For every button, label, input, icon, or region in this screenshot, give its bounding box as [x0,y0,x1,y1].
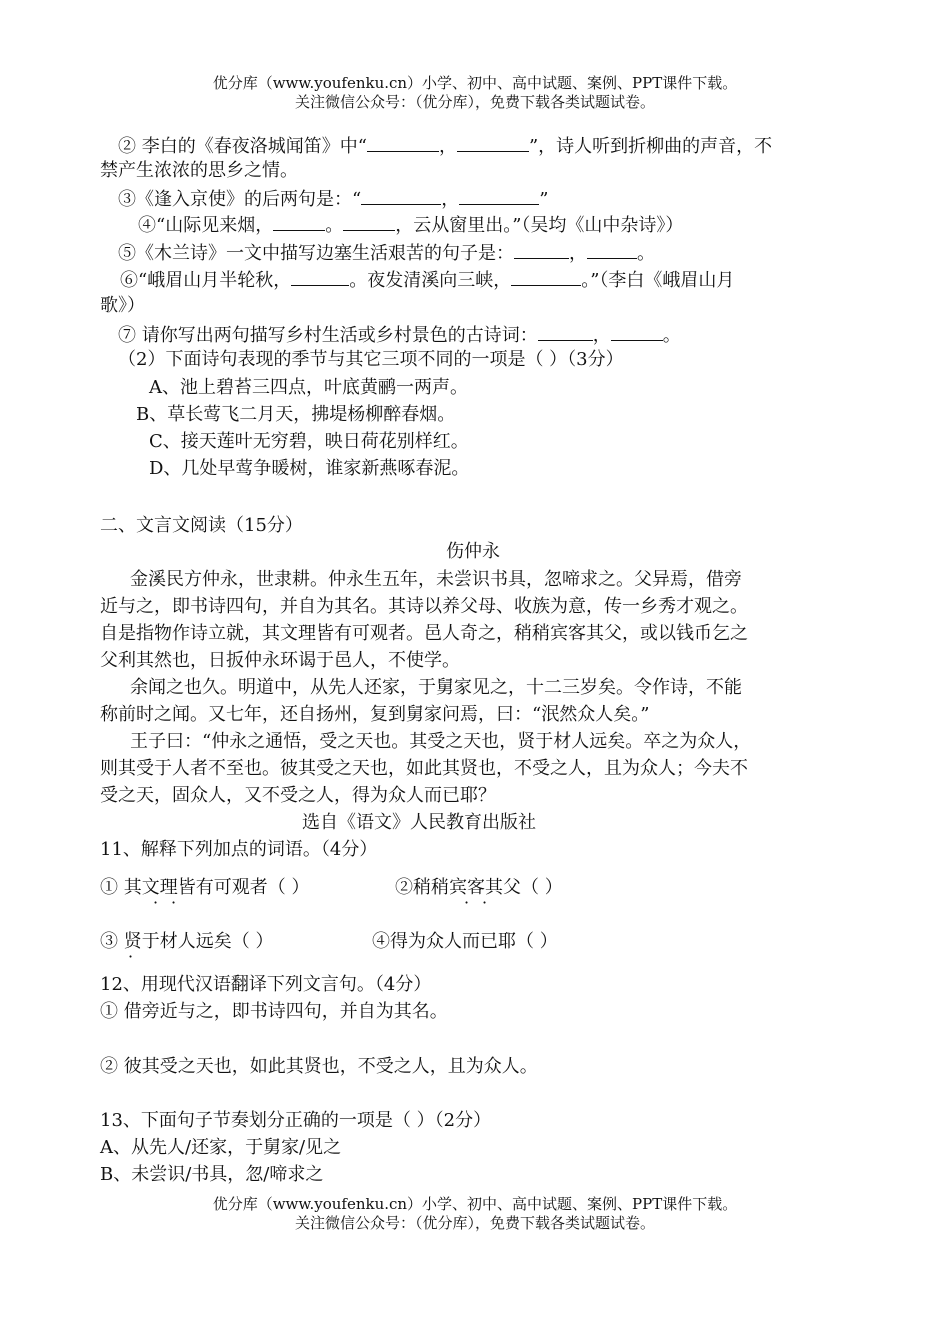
passage-line: 王子曰：“仲永之通悟，受之天也。其受之天也，贤于材人远矣。卒之为众人， [130,731,752,752]
q13-option-a: A、从先人/还家，于舅家/见之 [100,1137,342,1158]
answer-blank[interactable] [511,267,581,286]
poetry-q6-line2: 歌》） [100,295,145,316]
passage-line: 称前时之闻。又七年，还自扬州，复到舅家问焉，曰：“泯然众人矣。” [100,704,650,725]
poetry-q2-line1: ② 李白的《春夜洛城闻笛》中“ ， ”，诗人听到折柳曲的声音，不 [118,133,772,159]
passage-title: 伤仲永 [446,541,500,562]
poetry-q5: ⑤《木兰诗》一文中描写边塞生活艰苦的句子是： ， 。 [118,240,655,266]
section-title: 二、文言文阅读（15分） [100,515,303,536]
q11-item-4: ④得为众人而已耶（ ） [372,931,558,952]
q13-option-b: B、未尝识/书具，忽/啼求之 [100,1164,324,1185]
answer-blank[interactable] [361,186,441,205]
emphasis-dot: · [153,893,159,912]
answer-blank[interactable] [273,212,325,231]
q11-item-3: ③ 贤于材人远矣（ ） [100,931,274,952]
emphasis-dot: · [482,893,488,912]
passage-line: 父利其然也，日扳仲永环谒于邑人，不使学。 [100,650,460,671]
q11-item-2: ②稍稍宾客其父（ ） [395,877,563,898]
season-question: （2）下面诗句表现的季节与其它三项不同的一项是（ ）（3分） [118,349,624,370]
answer-blank[interactable] [459,186,539,205]
answer-blank[interactable] [587,240,637,259]
q12-item-1: ① 借旁近与之，即书诗四句，并自为其名。 [100,1001,448,1022]
answer-blank[interactable] [514,240,569,259]
answer-blank[interactable] [343,212,395,231]
emphasis-dot: · [128,947,134,966]
header-line-1: 优分库（www.youfenku.cn）小学、初中、高中试题、案例、PPT课件下载。 [212,74,738,92]
footer-line-1: 优分库（www.youfenku.cn）小学、初中、高中试题、案例、PPT课件下载。 [212,1195,738,1213]
emphasis-dot: · [171,893,177,912]
passage-line: 受之天，固众人，又不受之人，得为众人而已耶？ [100,785,496,806]
season-option-c: C、接天莲叶无穷碧，映日荷花别样红。 [149,431,469,452]
season-option-b: B、草长莺飞二月天，拂堤杨柳醉春烟。 [136,404,456,425]
passage-line: 则其受于人者不至也。彼其受之天也，如此其贤也，不受之人，且为众人；今夫不 [100,758,748,779]
header-line-2: 关注微信公众号：（优分库），免费下载各类试题试卷。 [294,93,655,111]
q11-item-1: ① 其文理皆有可观者（ ） [100,877,310,898]
poetry-q3: ③《逢入京使》的后两句是：“ ， ” [118,186,548,212]
poetry-q7: ⑦ 请你写出两句描写乡村生活或乡村景色的古诗词： ， 。 [118,322,681,348]
passage-line: 近与之，即书诗四句，并自为其名。其诗以养父母、收族为意，传一乡秀才观之。 [100,596,748,617]
q12-title: 12、用现代汉语翻译下列文言句。（4分） [100,974,432,995]
answer-blank[interactable] [367,133,439,152]
answer-blank[interactable] [291,267,349,286]
answer-blank[interactable] [457,133,529,152]
poetry-q6-line1: ⑥“峨眉山月半轮秋， 。夜发清溪向三峡， 。”（李白《峨眉山月 [120,267,734,293]
q12-item-2: ② 彼其受之天也，如此其贤也，不受之人，且为众人。 [100,1056,538,1077]
footer-line-2: 关注微信公众号：（优分库），免费下载各类试题试卷。 [294,1214,655,1232]
passage-line: 余闻之也久。明道中，从先人还家，于舅家见之，十二三岁矣。令作诗，不能 [130,677,742,698]
emphasis-dot: · [464,893,470,912]
season-option-d: D、几处早莺争暖树，谁家新燕啄春泥。 [149,458,470,479]
passage-line: 金溪民方仲永，世隶耕。仲永生五年，未尝识书具，忽啼求之。父异焉，借旁 [130,569,742,590]
poetry-q2-line2: 禁产生浓浓的思乡之情。 [100,160,298,181]
q11-title: 11、解释下列加点的词语。（4分） [100,839,378,860]
answer-blank[interactable] [538,322,593,341]
passage-source: 选自《语文》人民教育出版社 [302,812,536,833]
passage-line: 自是指物作诗立就，其文理皆有可观者。邑人奇之，稍稍宾客其父，或以钱币乞之 [100,623,748,644]
poetry-q4: ④“山际见来烟， 。 ，云从窗里出。”（吴均《山中杂诗》） [138,212,683,238]
answer-blank[interactable] [611,322,663,341]
q13-title: 13、下面句子节奏划分正确的一项是（ ）（2分） [100,1110,492,1131]
season-option-a: A、池上碧苔三四点，叶底黄鹂一两声。 [149,377,468,398]
